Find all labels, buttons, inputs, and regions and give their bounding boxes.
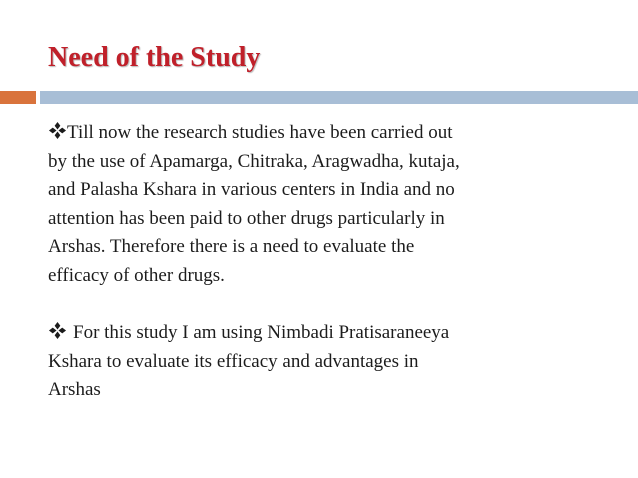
bullet-2-line-2: Kshara to evaluate its efficacy and advantages in (48, 350, 419, 372)
bullet-1-line-2: by the use of Apamarga, Chitraka, Aragwadha, kutaja, (48, 150, 460, 172)
bullet-point-1 (48, 119, 623, 291)
slide-title: Need of the Study (48, 42, 261, 73)
title-rule-orange (0, 91, 36, 104)
bullet-2-line-1: For this study I am using Nimbadi Pratisaraneeya (73, 322, 450, 344)
bullet-1-line-1: Till now the research studies have been carried out (67, 122, 453, 143)
bullet-1-line-5: Arshas. Therefore there is a need to evaluate the (48, 236, 415, 258)
bullet-1-line-6: efficacy of other drugs. (48, 264, 225, 286)
four-diamond-bullet-icon (48, 121, 67, 140)
slide-content (48, 119, 623, 405)
bullet-2-line-3: Arshas (48, 379, 101, 401)
bullet-point-2 (48, 319, 623, 405)
bullet-1-line-3: and Palasha Kshara in various centers in India and no (48, 179, 455, 201)
bullet-1-line-4: attention has been paid to other drugs particularly in (48, 207, 445, 229)
title-rule-blue (40, 91, 638, 104)
four-diamond-bullet-icon (48, 321, 67, 340)
